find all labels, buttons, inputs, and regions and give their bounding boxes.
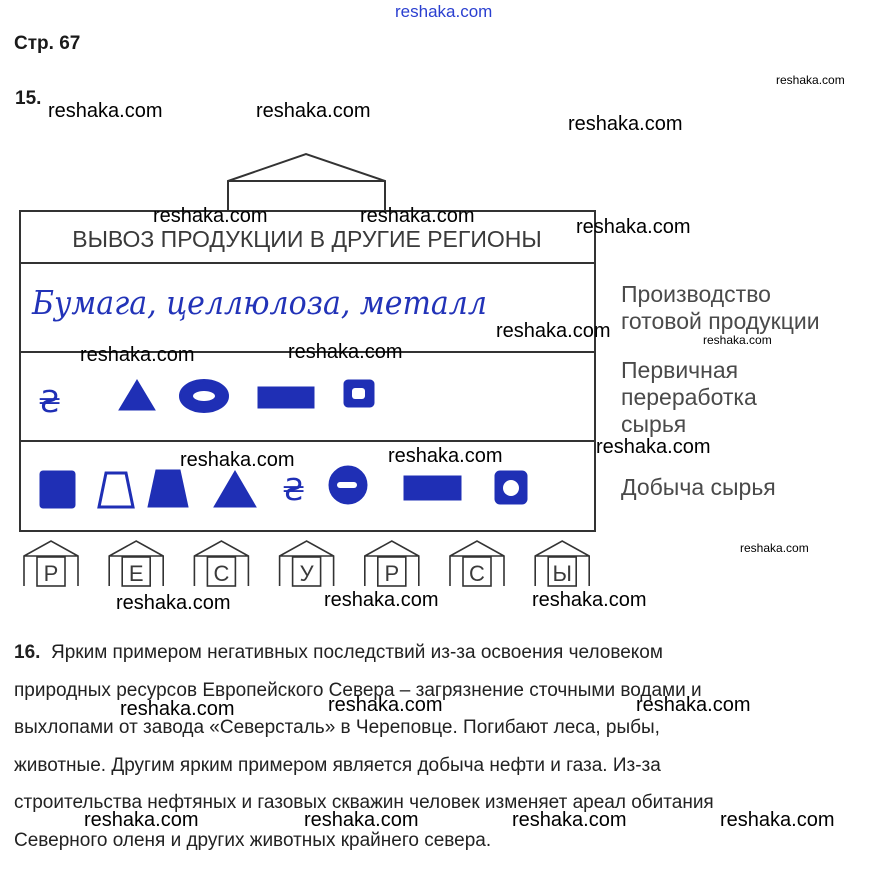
filled-trapezoid-icon [148,470,188,507]
watermark: reshaka.com [324,589,439,611]
export-arrow [228,154,385,211]
level-label-line: Добыча сырья [621,474,776,500]
resource-arrow-3 [194,541,248,586]
resource-letter: Р [384,561,400,586]
handwritten-products: Бумага, целлюлоза, металл [31,283,487,322]
watermark: reshaka.com [80,344,195,366]
resource-letter: У [299,561,314,586]
resource-arrow-1 [24,541,78,586]
level-label-primary-processing [621,357,757,438]
rectangle-icon [258,387,314,408]
level-label-line: сырья [621,411,687,437]
small-square-hole [352,388,365,399]
square-icon [40,471,75,508]
export-label: ВЫВОЗ ПРОДУКЦИИ В ДРУГИЕ РЕГИОНЫ [72,226,542,252]
resource-letter: С [469,561,485,586]
resource-letter: Е [128,561,144,586]
watermark: reshaka.com [328,694,443,716]
task-number-15: 15. [15,88,42,109]
task-16-line-text: Ярким примером негативных последствий из-за освоения человеком [50,642,663,663]
task-16-line: выхлопами от завода «Северсталь» в Череповце. Погибают леса, рыбы, [14,717,660,739]
ring-icon-hole [337,482,357,488]
level-label-extraction [621,474,776,501]
task-number-16: 16. [14,642,41,663]
level-label-line: готовой продукции [621,308,820,334]
watermark: reshaka.com [304,809,419,831]
watermark: reshaka.com [360,205,475,227]
oval-icon-hole [193,391,215,401]
level-label-line: переработка [621,384,757,410]
watermark: reshaka.com [120,698,235,720]
rectangle-icon-2 [404,476,461,500]
triangle-icon [119,380,155,410]
resource-letter: Ы [552,561,572,586]
resource-arrow-2 [109,541,163,586]
resource-arrow-4 [280,541,334,586]
watermark: reshaka.com [596,436,711,458]
resource-letter: С [213,561,230,586]
watermark: reshaka.com [180,449,295,471]
watermark: reshaka.com [153,205,268,227]
task-16-line: строительства нефтяных и газовых скважин человек изменяет ареал обитания [14,792,714,814]
task-16-line [14,634,871,672]
resource-letter: Р [43,561,59,586]
resource-arrow-6 [450,541,504,586]
watermark: reshaka.com [776,73,845,87]
watermark: reshaka.com [512,809,627,831]
level-label-line: Первичная [621,357,739,383]
level-label-line: Производство [621,281,771,307]
wood-icon-2: ₴ [282,473,306,508]
wood-icon: ₴ [38,385,62,420]
watermark: reshaka.com [116,592,231,614]
watermark: reshaka.com [703,333,772,347]
level-label-production [621,281,820,335]
triangle-icon-2 [214,471,256,507]
trapezoid-outline-icon [99,473,133,507]
watermark: reshaka.com [720,809,835,831]
resource-arrow-5 [365,541,419,586]
resource-arrow-7 [535,541,589,586]
page-number: Стр. 67 [14,33,81,54]
watermark: reshaka.com [84,809,199,831]
watermark: reshaka.com [288,341,403,363]
watermark: reshaka.com [388,445,503,467]
watermark: reshaka.com [395,2,493,21]
watermark: reshaka.com [568,113,683,135]
watermark: reshaka.com [496,320,611,342]
watermark: reshaka.com [576,216,691,238]
watermark: reshaka.com [532,589,647,611]
task-16-line: животные. Другим ярким примером является добыча нефти и газа. Из-за [14,754,661,776]
rounded-square-hole [503,480,519,496]
watermark: reshaka.com [740,541,809,555]
watermark: reshaka.com [636,694,751,716]
task-16-line: природных ресурсов Европейского Севера – загрязнение сточными водами и [14,679,702,701]
watermark: reshaka.com [48,100,163,122]
watermark: reshaka.com [256,100,371,122]
task-16-line: Северного оленя и других животных крайнего севера. [14,829,492,851]
